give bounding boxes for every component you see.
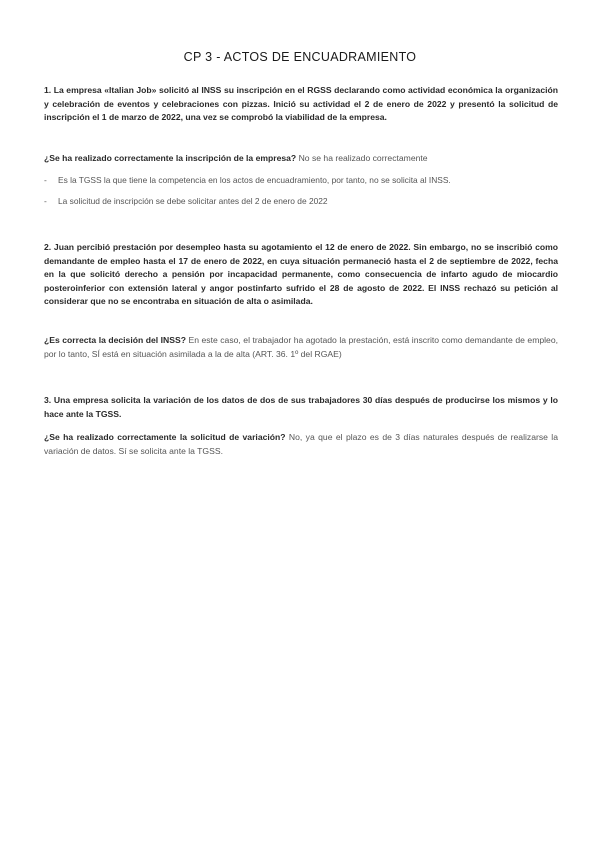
case3-statement: 3. Una empresa solicita la variación de los datos de dos de sus trabajadores 30 días después de producirse los mismos y lo hace ante la TGSS. xyxy=(44,395,558,419)
case3-answer: No, ya que el plazo es de 3 días naturales después de realizarse la variación de datos. Sí se solicita ante la TGSS. xyxy=(44,432,558,456)
case1-statement: 1. La empresa «Italian Job» solicitó al INSS su inscripción en el RGSS declarando como actividad económica la organización y celebración de eventos y celebraciones con pizzas. Inició su actividad el 2 de enero de 2022 y presentó la solicitud de inscripción el 1 de marzo de 2022, una vez se comprobó la viabilidad de la empresa. xyxy=(44,85,558,123)
case1-question: ¿Se ha realizado correctamente la inscripción de la empresa? xyxy=(44,153,297,163)
list-item xyxy=(44,174,558,187)
case3-question: ¿Se ha realizado correctamente la solicitud de variación? xyxy=(44,432,286,442)
dash-bullet-icon: - xyxy=(44,196,47,206)
case2-answer: En este caso, el trabajador ha agotado la prestación, está inscrito como demandante de empleo, por lo tanto, SÍ está en situación asimilada a la de alta (ART. 36. 1º del RGAE) xyxy=(44,335,558,359)
case1-qa xyxy=(44,152,558,166)
case2-qa xyxy=(44,334,558,361)
dash-bullet-icon: - xyxy=(44,175,47,185)
page-title: CP 3 - ACTOS DE ENCUADRAMIENTO xyxy=(183,50,417,64)
list-item xyxy=(44,195,558,208)
case1-bullet-1: Es la TGSS la que tiene la competencia en los actos de encuadramiento, por tanto, no se solicita al INSS. xyxy=(58,175,451,185)
case1-answer: No se ha realizado correctamente xyxy=(296,153,428,163)
case3-qa xyxy=(44,431,558,458)
case1-bullet-2: La solicitud de inscripción se debe solicitar antes del 2 de enero de 2022 xyxy=(58,196,328,206)
case2-question: ¿Es correcta la decisión del INSS? xyxy=(44,335,186,345)
case2-statement: 2. Juan percibió prestación por desempleo hasta su agotamiento el 12 de enero de 2022. Sin embargo, no se inscribió como demandante de empleo hasta el 17 de enero de 2022, en cuya situación permaneció hasta el 2 de septiembre de 2022, fecha en la que solicitó derecho a pensión por incapacidad permanente, como consecuencia de infarto agudo de miocardio posteroinferior con extensión lateral y angor postinfarto sufrido el 28 de agosto de 2022. El INSS rechazó su petición al considerar que no se encontraba en situación de alta o asimilada. xyxy=(44,242,558,307)
